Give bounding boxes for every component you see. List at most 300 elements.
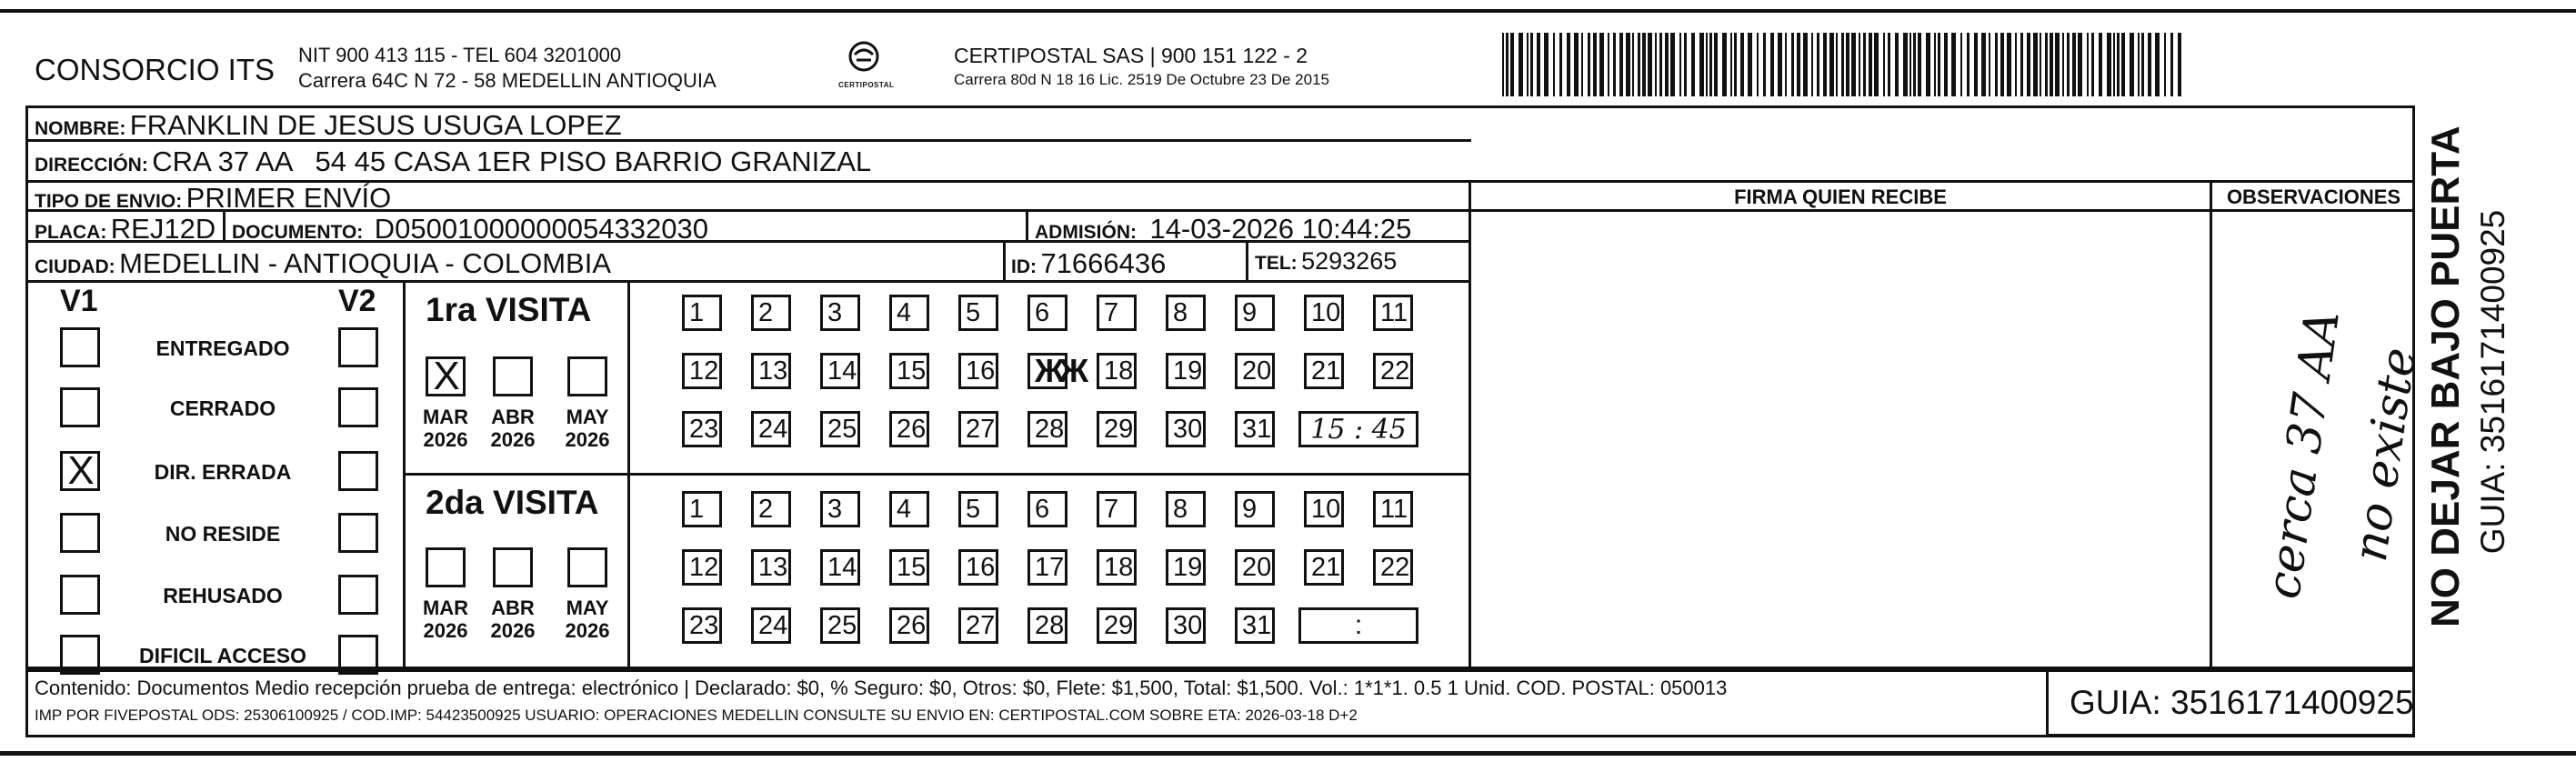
day-number: 19 [1173,356,1203,386]
day-cell[interactable] [1166,549,1206,586]
month-year: 2026 [490,428,536,451]
barcode-bar [1829,33,1834,96]
status-v1-checkbox[interactable] [60,635,100,675]
col-divider [1468,180,1471,669]
barcode-bar [1748,33,1752,96]
id-row [1011,247,1166,280]
day-number: 10 [1311,494,1341,524]
barcode-bar [1763,33,1766,96]
documento-row [232,213,708,246]
imp-line: IMP POR FIVEPOSTAL ODS: 25306100925 / COD.IMP: 54423500925 USUARIO: OPERACIONES MEDELLIN CONSULTE SU ENVIO EN: CERTIPOSTAL.COM SOBRE ETA: 2026-03-18 D+2 [35,707,1358,724]
barcode-bar [2040,33,2041,96]
visit-divider [403,473,1468,476]
month-year: 2026 [565,619,610,642]
status-v2-checkbox[interactable] [338,327,378,367]
status-label: ENTREGADO [155,336,290,360]
day-cell[interactable] [1235,549,1275,586]
day-cell[interactable] [682,491,722,527]
day-number: 1 [689,297,705,327]
day-number: 16 [966,356,996,386]
day-cell[interactable] [889,411,929,447]
day-cell[interactable] [820,353,860,389]
day-number: 4 [897,494,912,524]
day-cell[interactable] [751,491,791,527]
barcode-bar [1626,33,1630,96]
month-checkbox[interactable] [426,547,466,587]
day-cell[interactable] [1166,607,1206,644]
v1-label: V1 [60,284,98,318]
barcode-bar [1863,33,1866,96]
barcode-bar [1967,33,1970,96]
day-cell[interactable] [1166,491,1206,527]
barcode-bar [1974,33,1978,96]
day-number: 11 [1380,494,1408,524]
certipostal-line: CERTIPOSTAL SAS | 900 151 122 - 2 [954,44,1308,67]
barcode-bar [2113,33,2115,96]
barcode-bar [1851,33,1856,96]
barcode-bar [2050,33,2053,96]
month-name: MAY [566,406,609,428]
observaciones-header: OBSERVACIONES [2226,185,2401,208]
address-line: Carrera 64C N 72 - 58 MEDELLIN ANTIOQUIA [298,69,717,92]
day-cell[interactable] [820,411,860,447]
day-number: 12 [689,552,719,582]
day-number: 20 [1242,552,1272,582]
tel-row [1255,247,1397,276]
company-name: CONSORCIO ITS [35,53,276,86]
time-box[interactable] [1298,607,1418,644]
barcode-bar [1797,33,1800,96]
top-border [0,9,2576,13]
day-number: 26 [897,414,927,444]
day-cell[interactable] [751,607,791,644]
barcode-bar [1613,33,1616,96]
day-cell[interactable] [1373,295,1413,331]
day-number: 2 [758,494,774,524]
day-cell[interactable] [751,353,791,389]
day-cell[interactable] [958,607,998,644]
barcode-bar [1909,33,1911,96]
barcode-bar [1778,33,1782,96]
day-cell[interactable] [751,411,791,447]
status-v1-checkbox[interactable] [60,575,100,615]
day-number: 23 [689,610,719,640]
admision-value: 14-03-2026 10:44:25 [1149,213,1412,245]
day-number: 6 [1035,494,1050,524]
day-number: 11 [1380,297,1408,327]
day-number: 23 [689,414,719,444]
day-cell[interactable] [682,607,722,644]
day-number: 22 [1380,356,1410,386]
barcode-bar [1510,33,1514,96]
day-cell[interactable] [958,295,998,331]
month-name: ABR [491,597,535,619]
documento-label: DOCUMENTO: [232,222,364,243]
barcode-bar [1553,33,1555,96]
x-mark-icon: X [67,448,95,493]
barcode-bar [1684,33,1687,96]
day-number: 25 [827,610,857,640]
barcode-bar [1714,33,1718,96]
barcode-bar [1530,33,1533,96]
day-number: 24 [758,610,788,640]
bottom-border [0,751,2576,756]
barcode-bar [1537,33,1540,96]
documento-value: D05001000000054332030 [374,213,708,245]
barcode-bar [1642,33,1646,96]
barcode-bar [1883,33,1885,96]
day-number: 30 [1173,610,1203,640]
day-number: 1 [689,494,705,524]
barcode-bar [2020,33,2023,96]
placa-value: REJ12D [110,213,216,245]
day-number: 14 [827,356,857,386]
month-name: ABR [491,406,535,428]
day-cell[interactable] [1097,491,1137,527]
day-cell[interactable] [1373,549,1413,586]
barcode-bar [1581,33,1583,96]
month-label [480,597,546,642]
barcode-bar [1785,33,1787,96]
barcode-bar [2170,33,2173,96]
month-checkbox[interactable] [493,356,533,396]
barcode-bar [2148,33,2151,96]
barcode-bar [1734,33,1737,96]
content-line: Contenido: Documentos Medio recepción prueba de entrega: electrónico | Declarado: $0, % Seguro: $0, Otros: $0, Flete: $1,500, Total: $1,500. Vol.: 1*1*1. 0.5 1 Unid. COD. POSTAL: 050013 [35,677,1728,699]
day-number: 24 [758,414,788,444]
license-line: Carrera 80d N 18 16 Lic. 2519 De Octubre 23 De 2015 [954,71,1329,88]
status-v1-checkbox[interactable] [60,327,100,367]
day-number: 3 [827,494,843,524]
barcode-bar [1588,33,1590,96]
day-cell[interactable] [1304,491,1344,527]
barcode-bar [2072,33,2076,96]
barcode-bar [1841,33,1844,96]
day-cell[interactable] [1304,549,1344,586]
day-cell[interactable] [889,607,929,644]
barcode-bar [1665,33,1669,96]
day-cell[interactable] [1097,607,1137,644]
day-cell[interactable] [820,549,860,586]
barcode-bar [1918,33,1921,96]
day-cell[interactable] [1027,352,1084,389]
month-label [555,406,620,451]
day-number: 7 [1104,494,1119,524]
ciudad-label: CIUDAD: [35,256,115,277]
logo-mark-icon [838,40,889,76]
nombre-value: FRANKLIN DE JESUS USUGA LOPEZ [129,109,622,141]
certipostal-logo [838,40,895,93]
day-number: 29 [1104,414,1134,444]
month-year: 2026 [423,428,468,451]
barcode-bar [2015,33,2017,96]
footer-guia: GUIA: 3516171400925 [2070,684,2414,721]
barcode-bar [1740,33,1744,96]
day-cell[interactable] [1097,295,1137,331]
month-checkbox[interactable] [567,356,607,396]
barcode-bar [2164,33,2166,96]
barcode-bar [2055,33,2060,96]
barcode-bar [1648,33,1652,96]
barcode-bar [1791,33,1794,96]
barcode-bar [1888,33,1890,96]
status-label: DIR. ERRADA [154,460,292,484]
barcode-bar [1730,33,1732,96]
observation-handwriting [2212,218,2428,667]
barcode-bar [1574,33,1579,96]
day-number: 25 [827,414,857,444]
day-cell[interactable] [820,295,860,331]
barcode-bar [1632,33,1634,96]
status-v2-checkbox[interactable] [338,575,378,615]
day-cell[interactable] [958,411,998,447]
day-cell[interactable] [1235,411,1275,447]
day-number: 3 [827,297,843,327]
nombre-row [35,109,622,142]
day-cell[interactable] [889,295,929,331]
barcode-bar [1567,33,1570,96]
month-label [413,406,478,451]
barcode-bar [1960,33,1962,96]
day-number: 31 [1242,414,1272,444]
tel-label: TEL: [1255,253,1298,274]
day-number: 15 [897,552,927,582]
day-cell[interactable] [1235,491,1275,527]
id-value: 71666436 [1040,247,1167,279]
day-cell[interactable] [1235,295,1275,331]
day-number: 13 [758,552,788,582]
day-number: 30 [1173,414,1203,444]
day-cell[interactable] [958,491,998,527]
barcode-bar [1593,33,1597,96]
day-number: 7 [1104,297,1119,327]
status-v2-checkbox[interactable] [338,513,378,553]
day-number: 17 [1035,552,1065,582]
day-number: 6 [1035,297,1050,327]
placa-label: PLACA: [35,222,107,243]
barcode-bar [1770,33,1774,96]
day-number: 9 [1242,297,1258,327]
barcode-bar [1638,33,1640,96]
day-number: 12 [689,356,719,386]
day-cell[interactable] [889,549,929,586]
barcode-bar [2117,33,2120,96]
barcode-bar [1944,33,1948,96]
day-cell[interactable] [1027,295,1067,331]
day-cell[interactable] [1027,607,1067,644]
barcode-bar [2067,33,2070,96]
day-number: 18 [1104,356,1134,386]
day-number: 26 [897,610,927,640]
month-checkbox[interactable] [567,547,607,587]
status-v1-checkbox[interactable] [60,513,100,553]
day-cell[interactable] [1304,353,1344,389]
day-number: 10 [1311,297,1341,327]
barcode-bar [1706,33,1708,96]
day-cell[interactable] [1235,607,1275,644]
day-cell[interactable] [682,549,722,586]
tipo-value: PRIMER ENVÍO [185,182,392,214]
day-number: 19 [1173,552,1203,582]
day-cell[interactable] [889,491,929,527]
day-cell[interactable] [1027,411,1067,447]
admision-label: ADMISIÓN: [1035,222,1137,243]
barcode-bar [1995,33,1998,96]
barcode-bar [1659,33,1662,96]
direccion-label: DIRECCIÓN: [35,155,148,175]
month-label [555,597,620,642]
barcode-bar [1859,33,1860,96]
status-v1-checkbox[interactable] [60,387,100,427]
barcode-bar [1502,33,1504,96]
day-number: 21 [1311,356,1341,386]
barcode-bar [1709,33,1712,96]
barcode-bar [1559,33,1562,96]
x-mark-icon: X [433,354,460,398]
barcode-bar [2130,33,2134,96]
admision-row [1035,213,1411,246]
day-cell[interactable] [1373,353,1413,389]
status-label: CERRADO [169,396,276,420]
day-cell[interactable] [682,411,722,447]
barcode-bar [2155,33,2160,96]
barcode-bar [2178,33,2181,96]
day-cell[interactable] [1097,411,1137,447]
ciudad-row [35,247,611,280]
time-value: : [1354,610,1363,640]
barcode-bar [2033,33,2038,96]
barcode-bar [1655,33,1657,96]
barcode-bar [2062,33,2064,96]
barcode-bar [1913,33,1916,96]
month-checkbox[interactable] [493,547,533,587]
firma-header: FIRMA QUIEN RECIBE [1734,185,1947,208]
barcode-bar [1934,33,1936,96]
day-number: 27 [966,610,996,640]
day-cell[interactable] [682,295,722,331]
day-number: 8 [1173,494,1188,524]
barcode-bar [2007,33,2011,96]
direccion-value: CRA 37 AA 54 45 CASA 1ER PISO BARRIO GRANIZAL [152,145,872,177]
tipo-row [35,182,391,215]
visit1-title: 1ra VISITA [426,291,592,328]
barcode-bar [1817,33,1819,96]
month-year: 2026 [423,619,468,642]
status-label: NO RESIDE [165,522,281,546]
barcode-bar [2087,33,2089,96]
barcode-bar [1519,33,1523,96]
time-box[interactable] [1298,411,1418,447]
day-cell[interactable] [1304,295,1344,331]
status-label: REHUSADO [163,584,283,607]
status-v2-checkbox[interactable] [338,451,378,491]
barcode-bar [1869,33,1872,96]
barcode-bar [1608,33,1609,96]
day-cell[interactable] [1027,491,1067,527]
day-cell[interactable] [1373,491,1413,527]
day-number: 28 [1035,414,1065,444]
logo-caption: CERTIPOSTAL [838,81,895,89]
day-cell[interactable] [1097,549,1137,586]
month-checkbox[interactable] [426,356,466,396]
nit-line: NIT 900 413 115 - TEL 604 3201000 [298,44,622,66]
barcode-bar [1951,33,1956,96]
nombre-label: NOMBRE: [35,118,126,139]
barcode-bar [2045,33,2048,96]
day-cell[interactable] [820,607,860,644]
day-cell[interactable] [958,549,998,586]
barcode-bar [2121,33,2125,96]
day-number: 14 [827,552,857,582]
day-cell[interactable] [958,353,998,389]
barcode-bar [1823,33,1827,96]
col-divider [1246,240,1248,280]
tipo-label: TIPO DE ENVIO: [35,191,183,212]
day-cell[interactable] [1166,411,1206,447]
day-number: 5 [966,494,981,524]
day-number: 13 [758,356,788,386]
v2-label: V2 [338,284,376,318]
barcode-bar [1926,33,1930,96]
day-cell[interactable] [682,353,722,389]
barcode-bar [1938,33,1940,96]
col-divider [1003,240,1006,280]
barcode-bar [2141,33,2144,96]
footer-left [25,669,28,737]
barcode-bar [1811,33,1813,96]
ciudad-value: MEDELLIN - ANTIOQUIA - COLOMBIA [119,247,611,279]
day-cell[interactable] [1235,353,1275,389]
day-cell[interactable] [889,353,929,389]
day-number: 27 [966,414,996,444]
observation-line-1: cerca 37 AA [2256,306,2350,603]
direccion-row [35,145,871,178]
day-cell[interactable] [1027,549,1067,586]
day-cell[interactable] [1166,353,1206,389]
month-label [480,406,546,451]
status-label: DIFICIL ACCESO [138,644,306,667]
barcode-bar [2091,33,2094,96]
scribble-mark-icon: ЖЖ [1035,352,1084,389]
status-v2-checkbox[interactable] [338,635,378,675]
barcode [1502,33,2190,96]
day-number: 22 [1380,552,1410,582]
day-cell[interactable] [751,295,791,331]
barcode-bar [2099,33,2102,96]
status-v2-checkbox[interactable] [338,387,378,427]
barcode-bar [2027,33,2030,96]
day-cell[interactable] [1097,353,1137,389]
barcode-bar [1903,33,1908,96]
barcode-bar [1803,33,1808,96]
side-notice: NO DEJAR BAJO PUERTA [2423,125,2468,627]
barcode-bar [1506,33,1509,96]
barcode-bar [1699,33,1704,96]
day-cell[interactable] [820,491,860,527]
id-label: ID: [1011,256,1037,277]
day-number: 31 [1242,610,1272,640]
barcode-bar [1691,33,1695,96]
day-cell[interactable] [751,549,791,586]
day-number: 4 [897,297,912,327]
barcode-bar [1981,33,1986,96]
day-number: 9 [1242,494,1258,524]
footer-bottom [25,735,2415,737]
barcode-bar [2138,33,2140,96]
day-number: 21 [1311,552,1341,582]
day-cell[interactable] [1166,295,1206,331]
status-v1-checkbox[interactable] [60,448,100,493]
